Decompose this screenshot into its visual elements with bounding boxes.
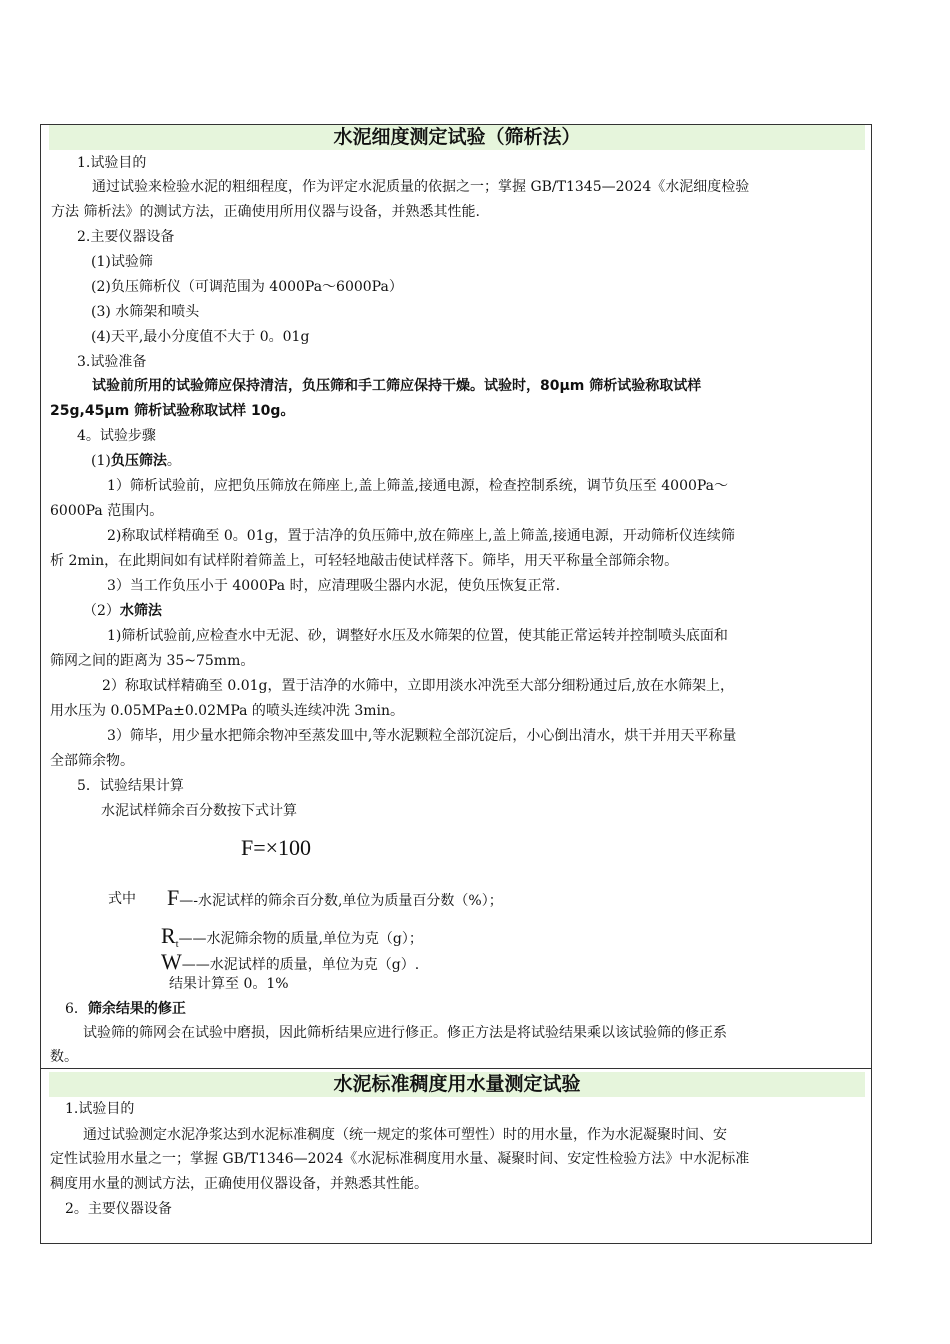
subheading-number: （2） [83,603,120,619]
heading-preparation: 3.试验准备 [77,354,147,370]
subheading-number: (1) [91,453,111,469]
definition-w-text: ——水泥试样的质量，单位为克（g）. [181,957,420,973]
purpose2-text-line3: 稠度用水量的测试方法，正确使用仪器设备，并熟悉其性能。 [50,1176,428,1192]
definition-f [167,885,503,914]
heading-label: 筛余结果的修正 [87,1001,186,1017]
purpose-text-line1: 通过试验来检验水泥的粗细程度，作为评定水泥质量的依据之一；掌握 GB/T1345—2024《水泥细度检验 [92,179,750,195]
correction-text-line1: 试验筛的筛网会在试验中磨损，因此筛析结果应进行修正。修正方法是将试验结果乘以该试验筛的修正系 [83,1025,727,1041]
step-2-line1: 2)称取试样精确至 0。01g，置于洁净的负压筛中,放在筛座上,盖上筛盖,接通电源，开动筛析仪连续筛 [107,528,735,544]
symbol-r: R [161,923,176,948]
heading-equipment: 2.主要仪器设备 [77,229,175,245]
symbol-r-subscript: t [175,938,179,950]
definition-rt-text: ——水泥筛余物的质量,单位为克（g）； [178,931,423,947]
heading-purpose: 1.试验目的 [77,155,147,171]
water-step-1-line1: 1)筛析试验前,应检查水中无泥、砂，调整好水压及水筛架的位置，使其能正常运转并控制喷头底面和 [107,628,728,644]
calculation-intro: 水泥试样筛余百分数按下式计算 [101,803,297,819]
step-3: 3）当工作负压小于 4000Pa 时，应清理吸尘器内水泥，使负压恢复正常. [107,578,561,594]
subheading-end: 。 [166,453,181,469]
subheading-label: 水筛法 [119,603,162,619]
symbol-w: W [161,949,182,974]
step-1-line1: 1）筛析试验前，应把负压筛放在筛座上,盖上筛盖,接通电源，检查控制系统，调节负压至 4000Pa～ [107,478,729,494]
heading-calculation: 5．试验结果计算 [77,778,184,794]
equipment-item-3: (3) 水筛架和喷头 [91,304,200,320]
equipment-item-1: (1)试验筛 [91,254,153,270]
heading-number: 6． [65,1001,88,1017]
purpose-text-line2: 方法 筛析法》的测试方法，正确使用所用仪器与设备，并熟悉其性能. [51,204,480,220]
water-step-1-line2: 筛网之间的距离为 35~75mm。 [50,653,255,669]
subheading-label: 负压筛法 [110,453,167,469]
where-label: 式中 [108,891,136,907]
water-step-2-line1: 2）称取试样精确至 0.01g，置于洁净的水筛中，立即用淡水冲洗至大部分细粉通过后,放在水筛架上， [102,678,734,694]
purpose2-text-line2: 定性试验用水量之一；掌握 GB/T1346—2024《水泥标准稠度用水量、凝聚时间、安定性检验方法》中水泥标准 [50,1151,750,1167]
subheading-water-sieve [83,599,162,624]
section-title-consistency: 水泥标准稠度用水量测定试验 [49,1072,865,1097]
heading-purpose-2: 1.试验目的 [65,1101,135,1117]
equipment-item-4: (4)天平,最小分度值不大于 0。01g [91,329,310,345]
water-step-3-line1: 3）筛毕，用少量水把筛余物冲至蒸发皿中,等水泥颗粒全部沉淀后，小心倒出清水，烘干并用天平称量 [107,728,737,744]
definition-f-text: —-水泥试样的筛余百分数,单位为质量百分数（%）； [179,893,503,909]
preparation-text-line2: 25g,45μm 筛析试验称取试样 10g。 [50,403,295,419]
preparation-text-line1: 试验前所用的试验筛应保持清洁，负压筛和手工筛应保持干燥。试验时，80μm 筛析试验称取试样 [92,378,702,394]
step-2-line2: 析 2min，在此期间如有试样附着筛盖上，可轻轻地敲击使试样落下。筛毕，用天平称量全部筛余物。 [50,553,679,569]
symbol-f: F [167,885,180,910]
water-step-2-line2: 用水压为 0.05MPa±0.02MPa 的喷头连续冲洗 3min。 [50,703,405,719]
formula: F=×100 [241,835,312,860]
subheading-negative-pressure [91,449,181,474]
step-1-line2: 6000Pa 范围内。 [50,503,164,519]
heading-equipment-2: 2。主要仪器设备 [65,1201,172,1217]
section-title-fineness: 水泥细度测定试验（筛析法） [49,125,865,150]
document-frame [40,124,872,1244]
calculation-precision: 结果计算至 0。1% [169,976,289,992]
correction-text-line2: 数。 [50,1049,78,1065]
heading-correction [65,997,186,1022]
section-divider [41,1068,871,1069]
purpose2-text-line1: 通过试验测定水泥净浆达到水泥标准稠度（统一规定的浆体可塑性）时的用水量，作为水泥凝聚时间、安 [83,1127,727,1143]
equipment-item-2: (2)负压筛析仪（可调范围为 4000Pa～6000Pa） [91,279,403,295]
water-step-3-line2: 全部筛余物。 [50,753,134,769]
heading-procedure: 4。试验步骤 [77,428,156,444]
